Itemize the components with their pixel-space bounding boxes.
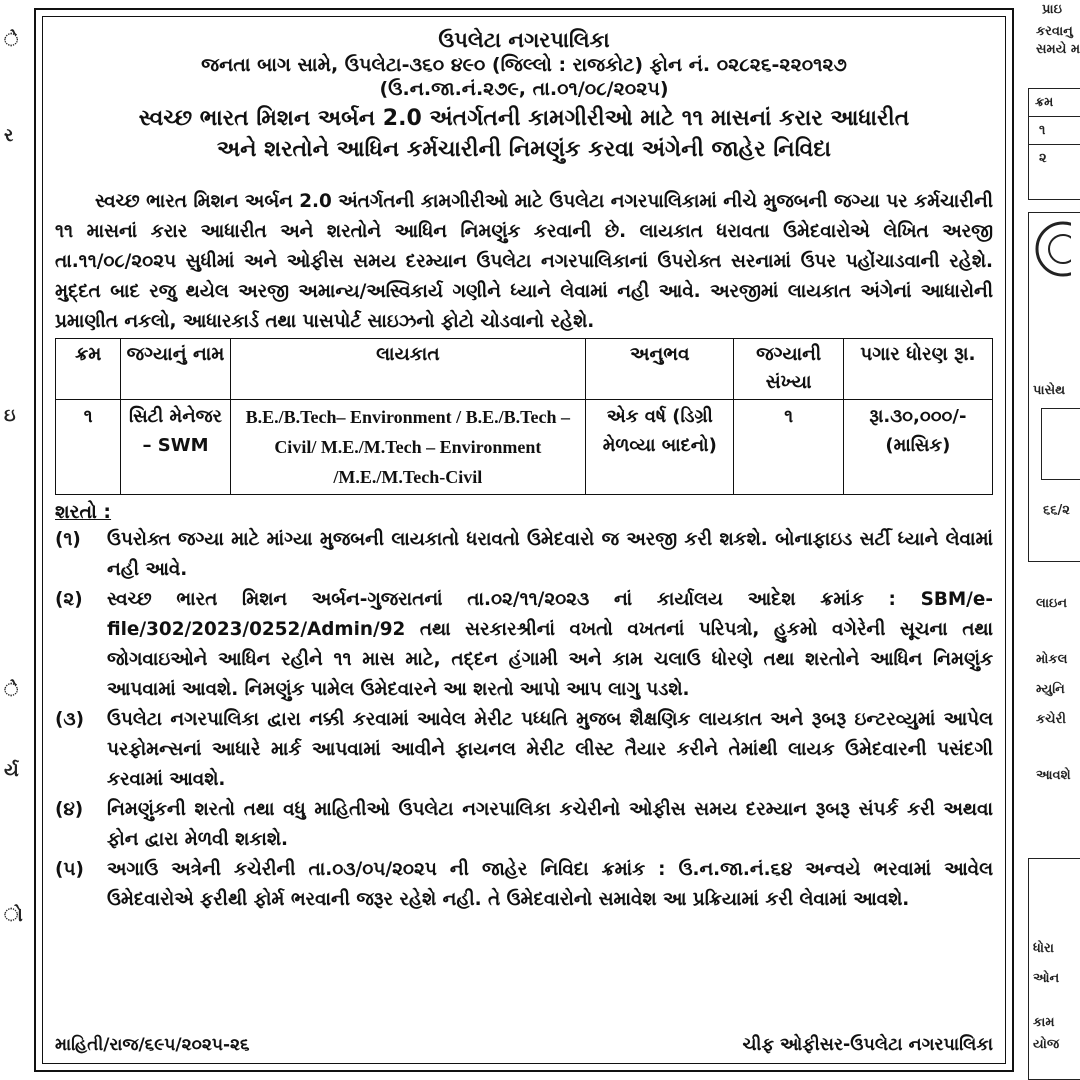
fragment-text: આવશે <box>1036 768 1071 783</box>
cell-experience: એક વર્ષ (ડિગ્રી મેળવ્યા બાદનો) <box>586 400 734 495</box>
header-vacancies: જગ્યાની સંખ્યા <box>734 339 843 400</box>
term-text: ઉપરોક્ત જગ્યા માટે માંગ્યા મુજબની લાયકાતો ધરાવતો ઉમેદવારો જ અરજી કરી શકશે. બોનાફાઇડ સર્ટી ધ્યાને લેવામાં નહી આવે. <box>107 529 993 580</box>
term-number: (૫) <box>55 859 84 880</box>
cell-vacancies: ૧ <box>734 400 843 495</box>
fragment-text: ર્ય <box>4 760 19 781</box>
term-text: અગાઉ અત્રેની કચેરીની તા.૦૩/૦૫/૨૦૨૫ ની જાહેર નિવિદા ક્રમાંક : ઉ.ન.જા.નં.૬૪ અન્વયે ભરવામાં આવેલ ઉમેદવારોએ ફરીથી ફોર્મ ભરવાની જરૂર રહેશે નહી. તે ઉમેદવારોનો સમાવેશ આ પ્રક્રિયામાં કરી લેવામાં આવશે. <box>107 859 993 910</box>
fragment-text: ર <box>4 125 14 146</box>
fragment-text: લાઇન <box>1036 596 1068 611</box>
table-header-row <box>56 339 993 400</box>
fragment-cell <box>1041 408 1080 480</box>
notice-title-line: સ્વચ્છ ભારત મિશન અર્બન 2.0 અંતર્ગતની કામગીરીઓ માટે ૧૧ માસનાં કરાર આધારીત <box>138 106 910 131</box>
terms-heading: શરતો : <box>55 501 112 523</box>
term-text: નિમણુંકની શરતો તથા વધુ માહિતીઓ ઉપલેટા નગરપાલિકા કચેરીનો ઓફીસ સમય દરમ્યાન રૂબરૂ સંપર્ક કરી અથવા ફોન દ્વારા મેળવી શકાશે. <box>107 799 993 850</box>
fragment-text: ૨ <box>1039 151 1047 166</box>
fragment-text: કરવાનુ <box>1036 24 1073 39</box>
fragment-text: ઇ <box>4 405 16 426</box>
term-item <box>55 525 993 585</box>
fragment-text: યોજ <box>1033 1037 1060 1052</box>
table-row <box>56 400 993 495</box>
header-experience: અનુભવ <box>586 339 734 400</box>
term-text: ઉપલેટા નગરપાલિકા દ્વારા નક્કી કરવામાં આવેલ મેરીટ પધ્ધતિ મુજબ શૈક્ષણિક લાયકાત અને રૂબરૂ ઇન્ટરવ્યુમાં આપેલ પરફોમન્સનાં આધારે માર્ક આપવામાં આવીને ફાયનલ મેરીટ લીસ્ટ તૈયાર કરીને તેમાંથી લાયક ઉમેદવારની પસંદગી કરવામાં આવશે. <box>107 709 993 790</box>
term-item <box>55 705 993 795</box>
fragment-text: સમયે મ <box>1036 42 1080 57</box>
term-item <box>55 795 993 855</box>
tender-notice <box>34 8 1014 1072</box>
fragment-text: પાસેથ <box>1033 383 1066 398</box>
fragment-text: ો <box>4 905 23 926</box>
fragment-text: ક્રમ <box>1029 89 1080 117</box>
header-sr: ક્રમ <box>56 339 121 400</box>
term-item <box>55 855 993 915</box>
fragment-text: કામ <box>1033 1015 1055 1030</box>
fragment-text: ઓન <box>1033 971 1060 986</box>
intro-paragraph: સ્વચ્છ ભારત મિશન અર્બન 2.0 અંતર્ગતની કામગીરીઓ માટે ઉપલેટા નગરપાલિકામાં નીચે મુજબની જગ્યા પર કર્મચારીની ૧૧ માસનાં કરાર આધારીત અને શરતોને આધિન નિમણુંક કરવાની છે. લાયકાત ધરાવતા ઉમેદવારોએ લેખિત અરજી તા.૧૧/૦૮/૨૦૨૫ સુધીમાં અને ઓફીસ સમય દરમ્યાન ઉપલેટા નગરપાલિકાનાં ઉપરોક્ત સરનામાં ઉપર પહોંચાડવાની રહેશે. મુદ્દત બાદ રજુ થયેલ અરજી અમાન્ય/અસ્વિકાર્ય ગણીને ધ્યાને લેવામાં નહી આવે. અરજીમાં લાયકાત અંગેનાં આધારોની પ્રમાણીત નકલો, આધારકાર્ડ તથા પાસપોર્ટ સાઇઝનો ફોટો ચોડવાનો રહેશે. <box>55 191 993 332</box>
adjacent-column-right <box>1022 0 1080 1080</box>
fragment-text: ે <box>4 680 19 701</box>
office-name: ઉપલેટા નગરપાલિકા <box>438 28 610 52</box>
term-number: (૧) <box>55 529 81 550</box>
fragment-text: પ્રાઇ <box>1042 2 1062 17</box>
term-number: (૩) <box>55 709 85 730</box>
fragment-text: ૧ <box>1029 117 1080 145</box>
header-post: જગ્યાનું નામ <box>121 339 230 400</box>
cell-qualification: B.E./B.Tech– Environment / B.E./B.Tech – Civil/ M.E./M.Tech – Environment /M.E./M.Tech-Civil <box>230 400 585 495</box>
signatory: ચીફ ઓફીસર-ઉપલેટા નગરપાલિકા <box>742 1035 993 1055</box>
term-number: (૪) <box>55 799 84 820</box>
notice-title <box>55 103 993 165</box>
info-code: માહિતી/રાજ/૬૯૫/૨૦૨૫-૨૬ <box>55 1035 250 1055</box>
header-salary: પગાર ધોરણ રૂા. <box>843 339 992 400</box>
fragment-text: મોકલ <box>1036 652 1068 667</box>
term-text: સ્વચ્છ ભારત મિશન અર્બન-ગુજરાતનાં તા.૦૨/૧૧/૨૦૨૩ નાં કાર્યાલય આદેશ ક્રમાંક : SBM/e-file/302/2023/0252/Admin/92 તથા સરકારશ્રીનાં વખતો વખતનાં પરિપત્રો, હુકમો વગેરેની સૂચના તથા જોગવાઇઓને આધિન રહીને ૧૧ માસ માટે, તદ્દન હંગામી અને કામ ચલાઉ ધોરણે તથા શરતોને આધિન નિમણુંક આપવામાં આવશે. નિમણુંક પામેલ ઉમેદવારને આ શરતો આપો આપ લાગુ પડશે. <box>107 589 993 700</box>
term-item <box>55 585 993 705</box>
notice-title-line: અને શરતોને આધિન કર્મચારીની નિમણુંક કરવા અંગેની જાહેર નિવિદા <box>216 137 832 162</box>
fragment-box <box>1028 212 1080 562</box>
reference-number: (ઉ.ન.જા.નં.૨૭૯, તા.૦૧/૦૮/૨૦૨૫) <box>379 78 669 100</box>
notice-footer <box>55 1033 993 1057</box>
cell-sr: ૧ <box>56 400 121 495</box>
fragment-text: કચેરી <box>1036 712 1067 727</box>
fragment-text: ે <box>4 30 19 51</box>
fragment-text: ધોરા <box>1033 941 1054 956</box>
header-qualification: લાયકાત <box>230 339 585 400</box>
cell-post: સિટી મેનેજર – SWM <box>121 400 230 495</box>
adjacent-column-left <box>0 0 28 1080</box>
term-number: (૨) <box>55 589 83 610</box>
fragment-table <box>1028 88 1080 200</box>
positions-table <box>55 338 993 495</box>
emblem-icon <box>1031 219 1071 279</box>
notice-inner-frame <box>42 16 1006 1064</box>
fragment-box <box>1028 858 1080 1080</box>
terms-list <box>55 525 993 915</box>
fragment-text: ૬૬/૨ <box>1043 503 1070 518</box>
cell-salary: રૂા.૩૦,૦૦૦/- (માસિક) <box>843 400 992 495</box>
office-address: જનતા બાગ સામે, ઉપલેટા-૩૬૦ ૪૯૦ (જિલ્લો : રાજકોટ) ફોન નં. ૦૨૮૨૬-૨૨૦૧૨૭ <box>201 54 847 76</box>
fragment-text: મ્યુનિ <box>1036 682 1065 697</box>
